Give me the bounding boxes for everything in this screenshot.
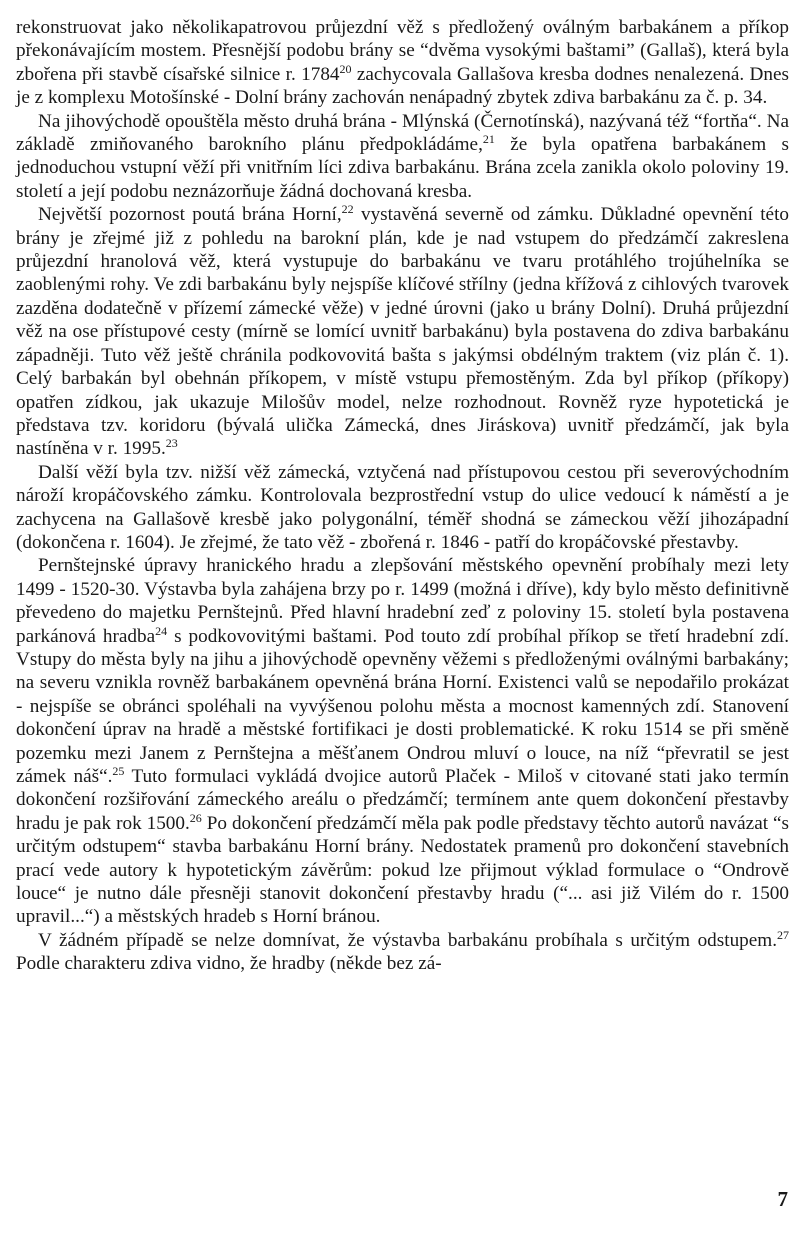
paragraph: [16, 461, 789, 555]
text-run: Největší pozornost poutá brána Horní,: [38, 204, 342, 226]
paragraph: [16, 929, 789, 976]
text-run: V žádném případě se nelze domnívat, že výstavba barbakánu probíhala s určitým odstupem.: [38, 929, 777, 951]
footnote-ref: 26: [189, 810, 202, 825]
footnote-ref: 25: [112, 764, 125, 778]
text-run: Po dokončení předzámčí měla pak podle představy těchto autorů navázat “s určitým odstupem“ stavba barbakánu Horní brány. Nedostatek pramenů pro dokončení stavebních prací vede autory k hypotetickým závěrům: pokud lze přijmout výklad formulace o “Ondrově louce“ je nutno dále přesněji stanovit dokončení přestavby hradu (“... asi již Vilém do r. 1500 upravil...“) a městských hradeb s Horní bránou.: [16, 812, 789, 928]
text-run: Pernštejnské úpravy hranického hradu a zlepšování městského opevnění probíhaly mezi lety 1499 - 1520-30. Výstavba byla zahájena brzy po r. 1499 (možná i dříve), kdy bylo město definitivně převedeno do majetku Pernštejnů. Před hlavní hradební zeď z poloviny 15. století byla postavena parkánová hradba: [16, 555, 789, 647]
text-run: Podle charakteru zdiva vidno, že hradby (někde bez zá-: [16, 953, 442, 975]
text-run: s podkovovitými baštami. Pod touto zdí probíhal příkop se třetí hradební zdí. Vstupy do města byly na jihu a jihovýchodě opevněny věžemi s předloženými oválnými barbakány; na severu vznikla rovněž barbakánem opevněná brána Horní. Existenci valů se nepodařilo prokázat - nejspíše se obránci spoléhali na vyvýšenou polohu města a mocnost kamenných zdí. Stanovení dokončení úprav na hradě a městské fortifikaci je dosti problematické. K roku 1514 se při směně pozemku mezi Janem z Pernštejna a měšťanem Ondrou mluví o louce, na níž “převratil se jest zámek náš“.: [16, 625, 789, 787]
text-run: zachycovala Gallašova kresba dodnes nenalezená. Dnes je z komplexu Motošínské - Dolní brány zachován nenápadný zbytek zdiva barbakánu za č. p. 34.: [16, 63, 789, 109]
text-run: že byla opatřena barbakánem s jednoduchou vstupní věží při vnitřním líci zdiva barbakánu. Brána zcela zanikla okolo poloviny 19. století a její podobu neznázorňuje žádná dochovaná kresba.: [16, 134, 789, 202]
text-run: Tuto formulaci vykládá dvojice autorů Plaček - Miloš v citované stati jako termín dokončení rozšiřování zámeckého areálu o předzámčí; termínem ante quem dokončení přestavby hradu je pak rok 1500.: [16, 766, 789, 834]
footnote-ref: 24: [155, 623, 168, 638]
footnote-ref: 22: [341, 202, 354, 217]
footnote-ref: 21: [482, 132, 495, 147]
paragraph: [16, 16, 789, 110]
paragraph: [16, 110, 789, 204]
text-run: vystavěná severně od zámku. Důkladné opevnění této brány je zřejmé již z pohledu na barokní plán, kde je nad vstupem do předzámčí zakreslena průjezdní hranolová věž, která vystupuje do barbakánu ve tvaru protáhlého trojúhelníka se zaoblenými rohy. Ve zdi barbakánu byly nejspíše klíčové střílny (jedna křížová z cihlových tvarovek zazděna dodatečně v přízemí zámecké věže) v jedné úrovni (jako u brány Dolní). Druhá průjezdní věž na ose přístupové cesty (mírně se lomící uvnitř barbakánu) byla postavena do zdiva barbakánu západněji. Tuto věž ještě chránila podkovovitá bašta s jakýmsi obdélným traktem (viz plán č. 1). Celý barbakán byl obehnán příkopem, v místě vstupu přemostěným. Zda byl příkop (příkopy) opatřen zídkou, jak ukazuje Milošův model, nelze rozhodnout. Rovněž ryze hypotetická je představa tzv. koridoru (bývalá ulička Zámecká, dnes Jiráskova) uvnitř předzámčí, jak byla nastíněna v r. 1995.: [16, 204, 789, 460]
paragraph: [16, 554, 789, 929]
page-number: 7: [777, 1187, 788, 1211]
paragraph: [16, 203, 789, 460]
text-run: Další věží byla tzv. nižší věž zámecká, vztyčená nad přístupovou cestou při severovýchodním nároží kropáčovského zámku. Kontrolovala bezprostřední vstup do ulice vedoucí k náměstí a je zachycena na Gallašově kresbě jako polygonální, téměř shodná se zámeckou věží jihozápadní (dokončena r. 1604). Je zřejmé, že tato věž - zbořená r. 1846 - patří do kropáčovské přestavby.: [16, 461, 789, 553]
page-body: [16, 16, 789, 976]
footnote-ref: 23: [165, 436, 178, 451]
text-run: Na jihovýchodě opouštěla město druhá brána - Mlýnská (Černotínská), nazývaná též “fortňa“. Na základě zmiňovaného barokního plánu předpokládáme,: [16, 110, 789, 156]
text-run: rekonstruovat jako několikapatrovou průjezdní věž s předložený oválným barbakánem a příkop překonávajícím mostem. Přesnější podobu brány se “dvěma vysokými baštami” (Gallaš), která byla zbořena při stavbě císařské silnice r. 1784: [16, 17, 789, 85]
footnote-ref: 20: [339, 61, 352, 76]
footnote-ref: 27: [777, 927, 789, 942]
